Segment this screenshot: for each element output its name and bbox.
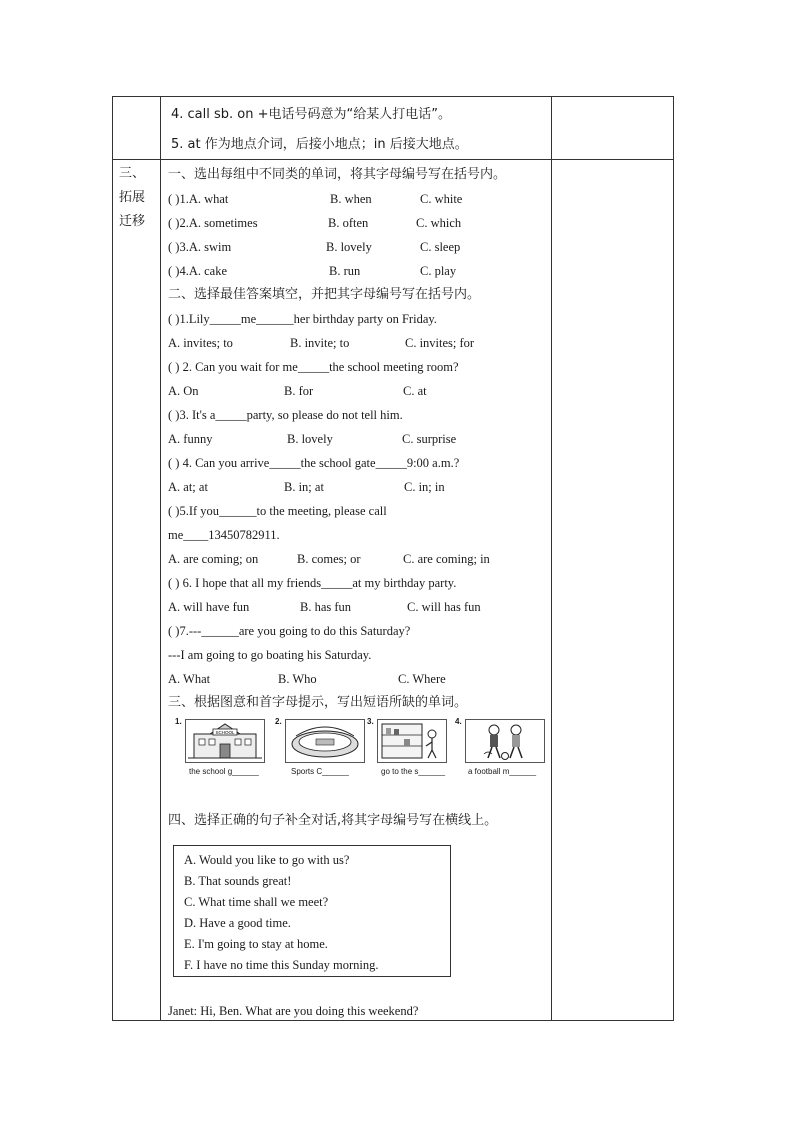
school-building-icon <box>185 719 265 763</box>
option-d: D. Have a good time. <box>184 916 291 930</box>
lesson-table <box>112 96 674 1021</box>
p1-q2-b: B. often <box>328 216 369 230</box>
p1-q1-b: B. when <box>330 192 372 206</box>
p2-q5-line2: me____13450782911. <box>168 528 280 542</box>
part2-title: 二、选择最佳答案填空，并把其字母编号写在括号内。 <box>168 287 481 302</box>
dialogue-line-1: Janet: Hi, Ben. What are you doing this weekend? <box>168 1004 419 1018</box>
p1-q4-b: B. run <box>329 264 361 278</box>
picture-caption-2: Sports C______ <box>291 767 349 776</box>
p2-q2-c: C. at <box>403 384 427 398</box>
p2-q5-line1: ( )5.If you______to the meeting, please call <box>168 504 387 518</box>
picture-number-4: 4. <box>455 717 462 726</box>
section-label-2: 拓展 <box>119 190 146 205</box>
p2-q4-b: B. in; at <box>284 480 324 494</box>
part4-title: 四、选择正确的句子补全对话,将其字母编号写在横线上。 <box>168 813 498 828</box>
p2-q1: ( )1.Lily_____me______her birthday party on Friday. <box>168 312 437 326</box>
p2-q4: ( ) 4. Can you arrive_____the school gate_____9:00 a.m.? <box>168 456 460 470</box>
p2-q5-a: A. are coming; on <box>168 552 259 566</box>
section-label-3: 迁移 <box>119 214 146 229</box>
section-label-1: 三、 <box>119 166 146 181</box>
p1-q2: ( )2.A. sometimes <box>168 216 258 230</box>
option-c: C. What time shall we meet? <box>184 895 329 909</box>
picture-number-1: 1. <box>175 717 182 726</box>
p2-q2-a: A. On <box>168 384 199 398</box>
p2-q1-a: A. invites; to <box>168 336 233 350</box>
p1-q1: ( )1.A. what <box>168 192 229 206</box>
picture-number-3: 3. <box>367 717 374 726</box>
p2-q6-c: C. will has fun <box>407 600 481 614</box>
p1-q2-c: C. which <box>416 216 462 230</box>
school-sign-text: SCHOOL <box>215 730 235 735</box>
p2-q1-c: C. invites; for <box>405 336 475 350</box>
p2-q7-c: C. Where <box>398 672 446 686</box>
note-4: 4. call sb. on +电话号码意为“给某人打电话”。 <box>171 107 451 122</box>
p1-q3-b: B. lovely <box>326 240 372 254</box>
p2-q2-b: B. for <box>284 384 314 398</box>
picture-caption-4: a football m______ <box>468 767 537 776</box>
p2-q7-line2: ---I am going to go boating his Saturday. <box>168 648 372 662</box>
p2-q2: ( ) 2. Can you wait for me_____the school meeting room? <box>168 360 459 374</box>
row-divider <box>113 159 673 160</box>
p2-q1-b: B. invite; to <box>290 336 350 350</box>
p2-q7-a: A. What <box>168 672 211 686</box>
stadium-icon <box>285 719 365 763</box>
p1-q3-c: C. sleep <box>420 240 461 254</box>
option-f: F. I have no time this Sunday morning. <box>184 958 379 972</box>
p1-q1-c: C. white <box>420 192 463 206</box>
note-5: 5. at 作为地点介词，后接小地点；in 后接大地点。 <box>171 137 468 152</box>
p2-q5-c: C. are coming; in <box>403 552 490 566</box>
p2-q3: ( )3. It's a_____party, so please do not tell him. <box>168 408 403 422</box>
part3-title: 三、根据图意和首字母提示，写出短语所缺的单词。 <box>168 695 468 710</box>
p1-q4: ( )4.A. cake <box>168 264 227 278</box>
p2-q7-line1: ( )7.---______are you going to do this Saturday? <box>168 624 411 638</box>
picture-number-2: 2. <box>275 717 282 726</box>
option-a: A. Would you like to go with us? <box>184 853 350 867</box>
p2-q3-c: C. surprise <box>402 432 457 446</box>
option-e: E. I'm going to stay at home. <box>184 937 328 951</box>
part1-title: 一、选出每组中不同类的单词，将其字母编号写在括号内。 <box>168 167 507 182</box>
p2-q5-b: B. comes; or <box>297 552 361 566</box>
football-players-icon <box>465 719 545 763</box>
column-divider-left <box>160 97 161 1020</box>
p2-q6: ( ) 6. I hope that all my friends_____at my birthday party. <box>168 576 457 590</box>
p2-q3-b: B. lovely <box>287 432 333 446</box>
p2-q4-a: A. at; at <box>168 480 208 494</box>
p2-q7-b: B. Who <box>278 672 317 686</box>
column-divider-right <box>551 97 552 1020</box>
p2-q6-a: A. will have fun <box>168 600 250 614</box>
p2-q4-c: C. in; in <box>404 480 445 494</box>
option-b: B. That sounds great! <box>184 874 292 888</box>
p1-q3: ( )3.A. swim <box>168 240 232 254</box>
shop-icon <box>377 719 447 763</box>
p2-q6-b: B. has fun <box>300 600 352 614</box>
p2-q3-a: A. funny <box>168 432 213 446</box>
picture-caption-3: go to the s______ <box>381 767 446 776</box>
p1-q4-c: C. play <box>420 264 457 278</box>
answer-options-box <box>173 845 451 977</box>
picture-caption-1: the school g______ <box>189 767 259 776</box>
